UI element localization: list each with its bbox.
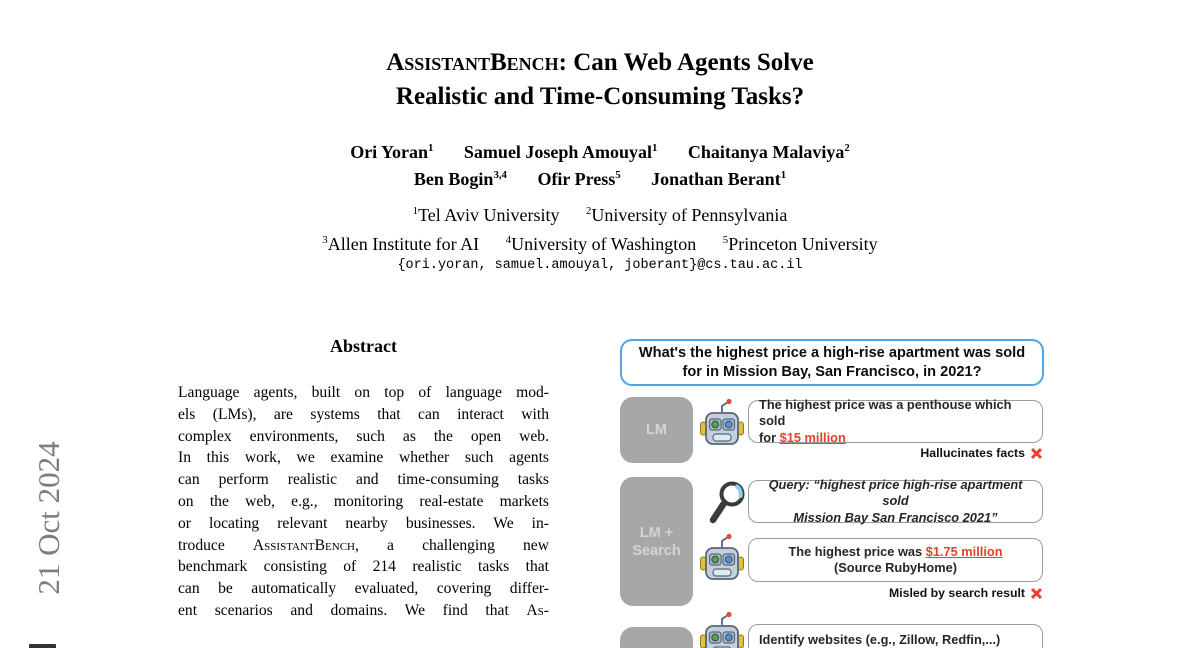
lm-search-answer-bubble <box>748 538 1043 582</box>
author-name: Jonathan Berant <box>651 169 781 189</box>
abstract-line: can perform realistic and time-consuming tasks <box>178 471 549 489</box>
affil-name: Tel Aviv University <box>418 205 560 225</box>
abstract-line: Language agents, built on top of language mod- <box>178 384 549 401</box>
magnifier-icon <box>706 479 750 529</box>
robot-icon <box>697 533 747 583</box>
author-name: Ori Yoran <box>350 142 429 162</box>
wrong-answer-value: $15 million <box>779 429 846 445</box>
author-affil-sup: 2 <box>844 142 850 154</box>
answer-line1: The highest price was a penthouse which sold <box>759 396 1012 429</box>
affil-name: University of Pennsylvania <box>591 205 788 225</box>
author-name: Ben Bogin <box>413 169 494 189</box>
author-name: Chaitanya Malaviya <box>687 142 845 162</box>
benchmark-name: As- <box>526 601 549 619</box>
abstract-line: on the web, e.g., monitoring real-estate markets <box>178 492 549 510</box>
abstract-text: ent scenarios and domains. We find that <box>178 601 527 619</box>
contact-email: {ori.yoran, samuel.amouyal, joberant}@cs.tau.ac.il <box>397 258 803 273</box>
abstract-heading: Abstract <box>330 336 397 356</box>
agent-step-text: Identify websites (e.g., Zillow, Redfin,...) <box>759 632 1001 647</box>
question-line1: What's the highest price a high-rise apartment was sold <box>638 345 1026 361</box>
author-name: Ofir Press <box>537 169 616 189</box>
model-label-lm <box>620 397 693 463</box>
agent-step-bubble <box>748 624 1043 648</box>
answer-line1 <box>788 544 1002 561</box>
author-affil-sup: 1 <box>651 142 658 154</box>
verdict-text: Misled by search result <box>888 586 1025 600</box>
affil-sup: 1 <box>412 205 419 217</box>
author-affil-sup: 3,4 <box>493 169 507 181</box>
affil-name: Princeton University <box>728 233 878 254</box>
author-affil-sup: 1 <box>780 169 787 181</box>
query-line2: Mission Bay San Francisco 2021” <box>793 509 998 525</box>
verdict-row1 <box>748 446 1043 460</box>
abstract-line: In this work, we examine whether such agents <box>178 449 549 467</box>
answer-text: The highest price was <box>788 543 926 559</box>
author-affil-sup: 5 <box>615 169 621 181</box>
abstract-line: benchmark consisting of 214 realistic tasks that <box>178 558 549 576</box>
model-label-text: LM <box>646 422 667 438</box>
affil-sup: 2 <box>585 205 592 217</box>
abstract-text: , a challenging new <box>355 536 549 554</box>
benchmark-name: AssistantBench <box>386 49 559 76</box>
red-x-icon <box>1030 587 1043 600</box>
search-query-bubble <box>748 476 1043 525</box>
affil-sup: 3 <box>322 233 328 246</box>
abstract-text: troduce <box>178 536 253 554</box>
task-question-box <box>620 339 1044 386</box>
verdict-row2 <box>748 586 1043 600</box>
title-line2: Realistic and Time-Consuming Tasks? <box>395 83 805 110</box>
author-name: Samuel Joseph Amouyal <box>463 142 652 162</box>
robot-icon <box>697 398 747 448</box>
query-line1: Query: “highest price high-rise apartment sold <box>768 476 1023 509</box>
title-line1-rest: : Can Web Agents Solve <box>558 49 814 76</box>
abstract-line: can be automatically evaluated, covering differ- <box>178 580 549 598</box>
model-label-lm-search <box>620 477 693 606</box>
arxiv-date-watermark: 21 Oct 2024 <box>31 441 66 595</box>
wrong-answer-value: $1.75 million <box>925 543 1003 559</box>
affil-sup: 4 <box>505 233 512 246</box>
author-affil-sup: 1 <box>428 142 434 154</box>
model-label-text: LM + <box>639 524 674 541</box>
abstract-line: els (LMs), are systems that can interact with <box>178 405 549 423</box>
verdict-text: Hallucinates facts <box>920 446 1025 460</box>
abstract-line: or locating relevant nearby businesses. We in- <box>178 514 549 532</box>
affil-sup: 5 <box>722 233 729 246</box>
abstract-line: complex environments, such as the open web. <box>178 427 549 445</box>
model-label-text: Search <box>632 542 681 559</box>
robot-icon <box>697 611 747 648</box>
benchmark-name: AssistantBench <box>252 536 355 554</box>
answer-line2: (Source RubyHome) <box>833 560 957 575</box>
affil-name: Allen Institute for AI <box>327 233 480 254</box>
red-x-icon <box>1030 447 1043 460</box>
model-label-row3 <box>620 627 693 648</box>
answer-text: for <box>759 429 780 445</box>
lm-answer-bubble <box>748 396 1043 445</box>
answer-line2 <box>759 430 846 447</box>
question-line2: for in Mission Bay, San Francisco, in 2021? <box>682 363 982 380</box>
affil-name: University of Washington <box>511 233 697 254</box>
